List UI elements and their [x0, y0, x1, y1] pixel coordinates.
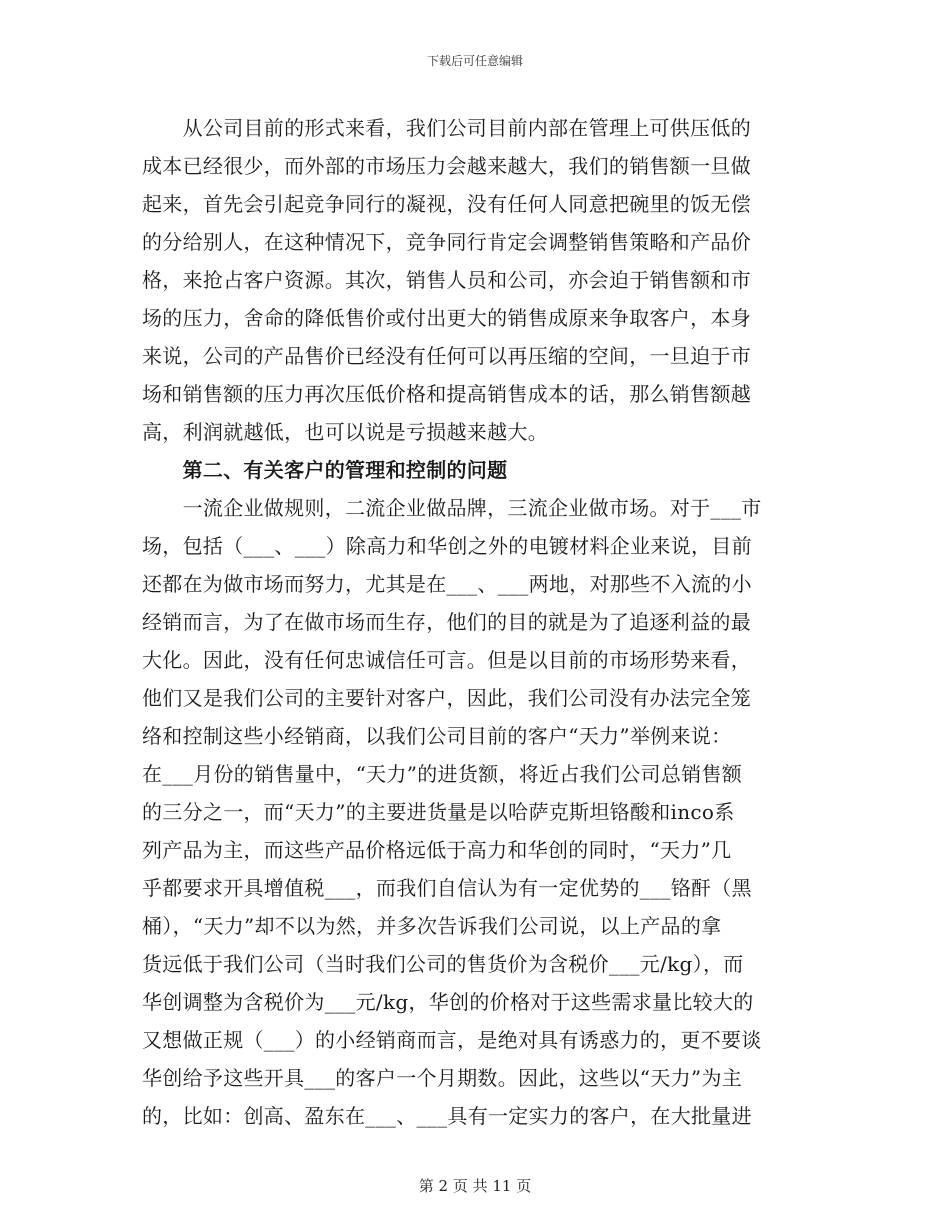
paragraph-line: 桶），“天力”却不以为然，并多次告诉我们公司说，以上产品的拿 — [142, 914, 722, 938]
paragraph-line: 的，比如：创高、盈东在___、___具有一定实力的客户，在大批量进 — [142, 1104, 752, 1128]
paragraph-line: 一流企业做规则，二流企业做品牌，三流企业做市场。对于___市 — [142, 496, 762, 520]
paragraph-line: 乎都要求开具增值税___，而我们自信认为有一定优势的___铬酐（黑 — [142, 876, 752, 900]
document-body — [142, 109, 812, 1135]
paragraph-line: 来说，公司的产品售价已经没有任何可以再压缩的空间，一旦迫于市 — [142, 344, 751, 368]
paragraph-line: 的分给别人，在这种情况下，竞争同行肯定会调整销售策略和产品价 — [142, 230, 751, 254]
paragraph-line: 货远低于我们公司（当时我们公司的售货价为含税价___元/kg），而 — [142, 952, 744, 976]
page-header: 下载后可任意编辑 — [426, 54, 523, 68]
paragraph-line: 又想做正规（___）的小经销商而言，是绝对具有诱惑力的，更不要谈 — [142, 1028, 762, 1052]
paragraph-line: 格，来抢占客户资源。其次，销售人员和公司，亦会迫于销售额和市 — [142, 268, 751, 292]
paragraph-line: 他们又是我们公司的主要针对客户，因此，我们公司没有办法完全笼 — [142, 686, 751, 710]
paragraph-line: 络和控制这些小经销商，以我们公司目前的客户“天力”举例来说： — [142, 724, 732, 748]
page-number-footer: 第 2 页 共 11 页 — [418, 1177, 532, 1195]
paragraph-line: 起来，首先会引起竞争同行的凝视，没有任何人同意把碗里的饭无偿 — [142, 192, 751, 216]
paragraph-line: 场的压力，舍命的降低售价或付出更大的销售成原来争取客户，本身 — [142, 306, 751, 330]
paragraph-line: 在___月份的销售量中，“天力”的进货额，将近占我们公司总销售额 — [142, 762, 743, 786]
paragraph-line: 高，利润就越低，也可以说是亏损越来越大。 — [142, 420, 548, 444]
paragraph-line: 从公司目前的形式来看，我们公司目前内部在管理上可供压低的 — [142, 116, 751, 140]
paragraph-line: 成本已经很少，而外部的市场压力会越来越大，我们的销售额一旦做 — [142, 154, 751, 178]
section-heading: 第二、有关客户的管理和控制的问题 — [142, 458, 508, 482]
paragraph-line: 华创调整为含税价为___元/kg，华创的价格对于这些需求量比较大的 — [142, 990, 754, 1014]
paragraph-line: 的三分之一，而“天力”的主要进货量是以哈萨克斯坦铬酸和inco系 — [142, 800, 735, 824]
paragraph-line: 大化。因此，没有任何忠诚信任可言。但是以目前的市场形势来看， — [142, 648, 751, 672]
paragraph-line: 列产品为主，而这些产品价格远低于高力和华创的同时，“天力”几 — [142, 838, 732, 862]
paragraph-line: 还都在为做市场而努力，尤其是在___、___两地，对那些不入流的小 — [142, 572, 752, 596]
paragraph-line: 经销而言，为了在做市场而生存，他们的目的就是为了追逐利益的最 — [142, 610, 751, 634]
paragraph-line: 场，包括（___、___）除高力和华创之外的电镀材料企业来说，目前 — [142, 534, 752, 558]
paragraph-line: 华创给予这些开具___的客户一个月期数。因此，这些以“天力”为主 — [142, 1066, 743, 1090]
paragraph-line: 场和销售额的压力再次压低价格和提高销售成本的话，那么销售额越 — [142, 382, 751, 406]
